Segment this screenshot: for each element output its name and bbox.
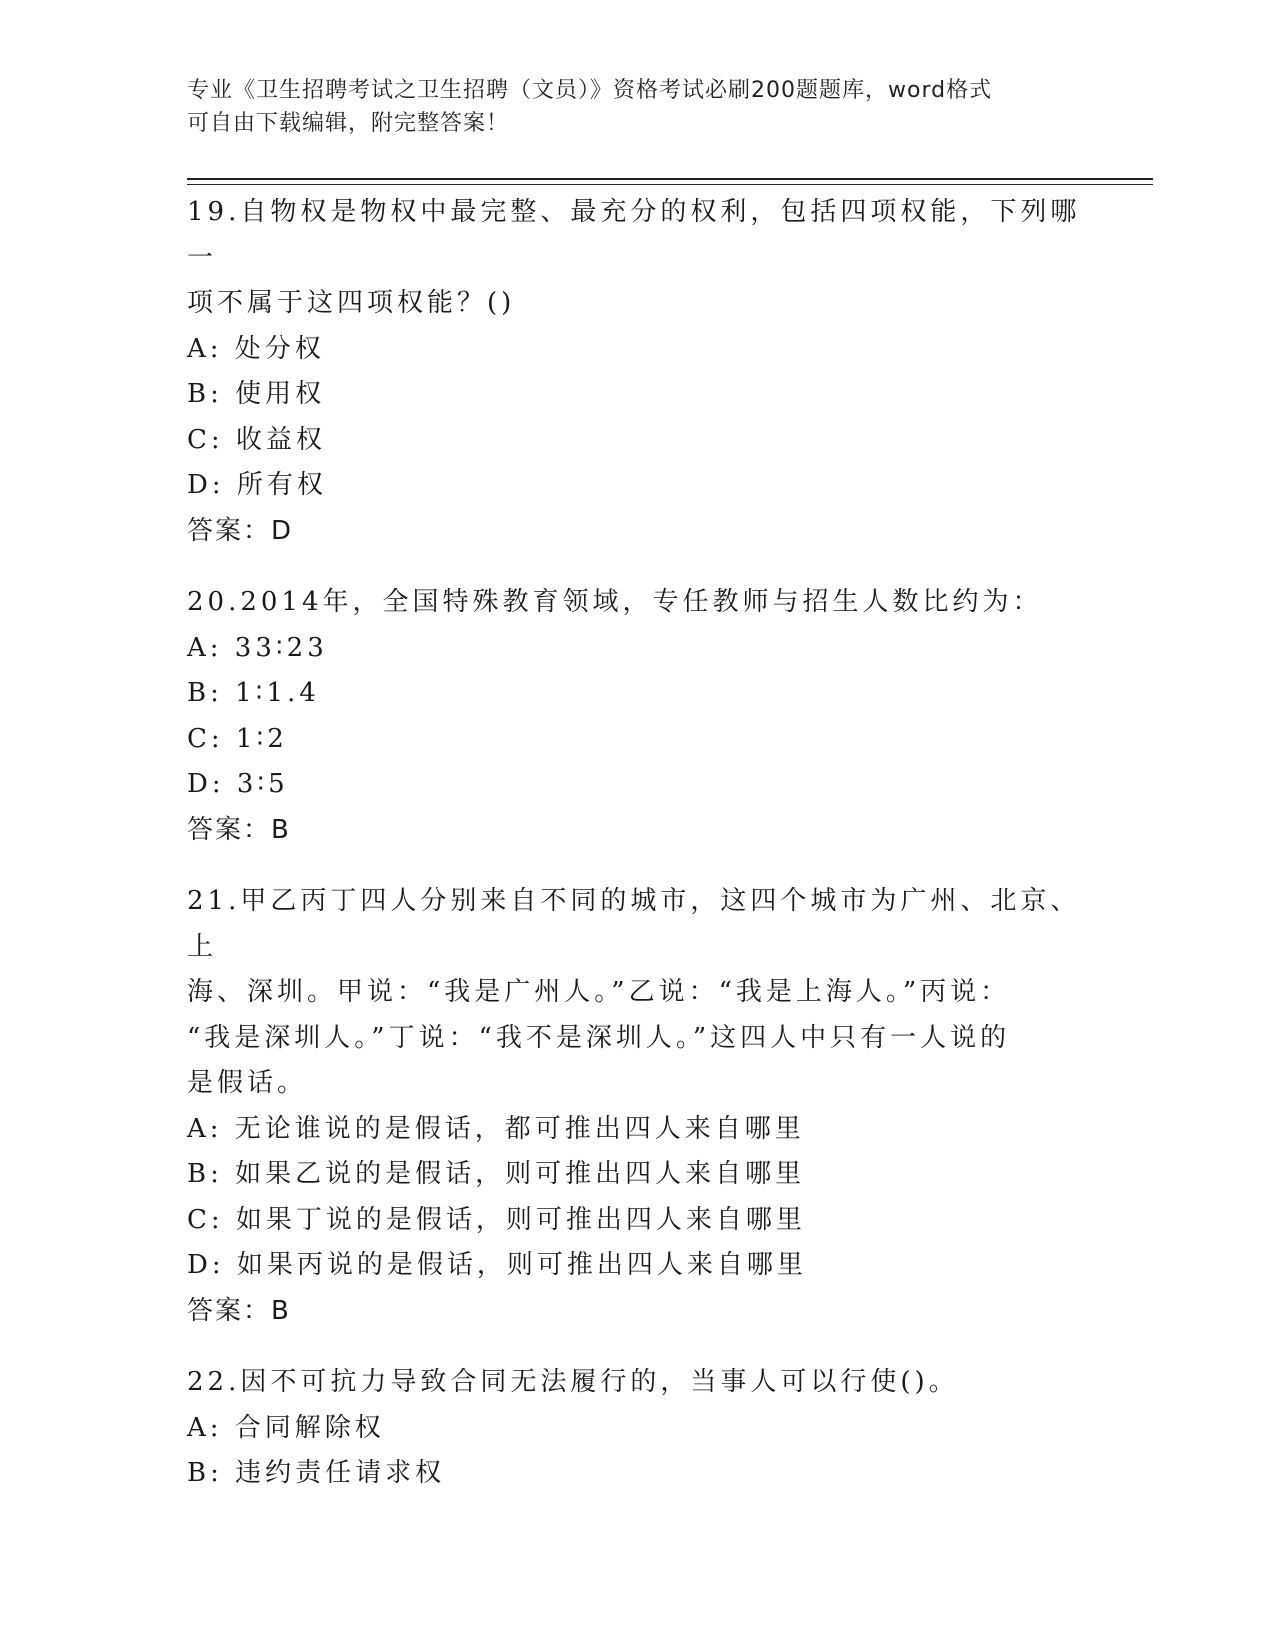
header-divider-thick [187, 178, 1153, 180]
question-block [187, 190, 1087, 554]
answer-option: C: 1∶2 [187, 723, 288, 754]
answer-option: D: 所有权 [187, 470, 327, 500]
question-text: 22.因不可抗力导致合同无法履行的，当事人可以行使()。 [187, 1367, 959, 1397]
answer-option: D: 如果丙说的是假话，则可推出四人来自哪里 [187, 1250, 807, 1280]
header-line-1: 专业《卫生招聘考试之卫生招聘（文员）》资格考试必刷200题题库，word格式 [187, 78, 993, 103]
answer-option: A: 处分权 [187, 333, 325, 364]
answer-option: B: 违约责任请求权 [187, 1458, 446, 1488]
header-line-2: 可自由下载编辑，附完整答案！ [187, 111, 510, 136]
answer-option: A: 33∶23 [187, 632, 328, 663]
answer-key: 答案：B [187, 814, 291, 845]
answer-key: 答案：D [187, 515, 294, 546]
question-text: 海、深圳。甲说：“我是广州人。”乙说：“我是上海人。”丙说： [187, 977, 1011, 1007]
header-divider-thin [187, 184, 1153, 185]
question-text: 项不属于这四项权能？() [187, 288, 516, 318]
answer-key: 答案：B [187, 1295, 291, 1326]
question-text: 是假话。 [187, 1068, 308, 1098]
answer-option: C: 如果丁说的是假话，则可推出四人来自哪里 [187, 1204, 806, 1235]
answer-option: B: 1∶1.4 [187, 678, 320, 708]
answer-option: D: 3∶5 [187, 769, 289, 799]
answer-option: C: 收益权 [187, 424, 326, 455]
question-block [187, 1360, 1087, 1497]
answer-option: A: 无论谁说的是假话，都可推出四人来自哪里 [187, 1113, 805, 1144]
question-text: 20.2014年，全国特殊教育领域，专任教师与招生人数比约为： [187, 587, 1043, 617]
question-text: 21.甲乙丙丁四人分别来自不同的城市，这四个城市为广州、北京、上 [187, 886, 1081, 962]
question-list [187, 190, 1087, 1523]
question-block [187, 580, 1087, 853]
question-text: 19.自物权是物权中最完整、最充分的权利，包括四项权能，下列哪一 [187, 197, 1081, 273]
page-header [187, 74, 1067, 140]
answer-option: B: 如果乙说的是假话，则可推出四人来自哪里 [187, 1159, 806, 1189]
answer-option: A: 合同解除权 [187, 1412, 385, 1443]
answer-option: B: 使用权 [187, 379, 326, 409]
question-text: “我是深圳人。”丁说：“我不是深圳人。”这四人中只有一人说的 [187, 1022, 1011, 1053]
question-block [187, 879, 1087, 1334]
